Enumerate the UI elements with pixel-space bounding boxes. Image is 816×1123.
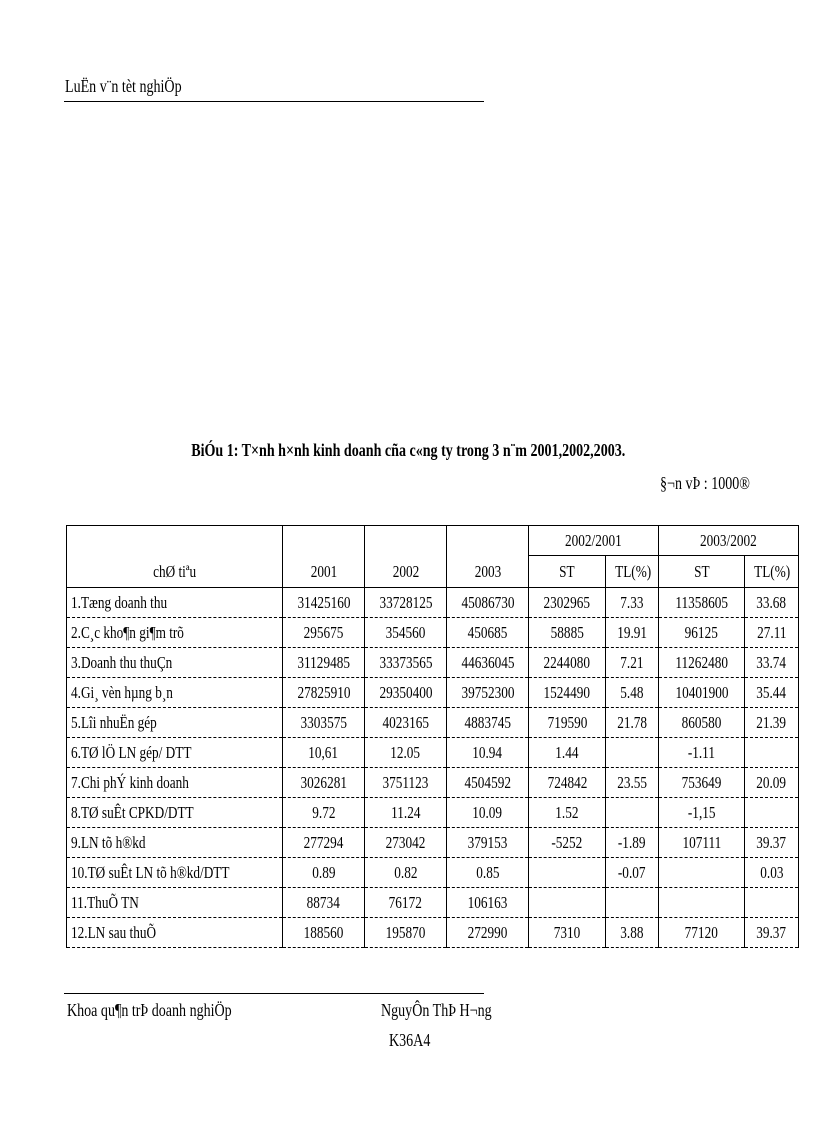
cell-tl1: 7.21 <box>606 648 659 678</box>
cell-v2002: 195870 <box>365 918 447 948</box>
cell-tl2: 20.09 <box>745 768 799 798</box>
cell-v2002: 11.24 <box>365 798 447 828</box>
cell-st2: 11262480 <box>659 648 745 678</box>
cell-tl1: -0.07 <box>606 858 659 888</box>
header-label-cell: chØ tiªu <box>67 526 283 588</box>
cell-v2001: 0.89 <box>283 858 365 888</box>
cell-st1 <box>529 858 606 888</box>
row-label-cell: 12.LN sau thuÕ <box>67 918 283 948</box>
cell-v2002: 4023165 <box>365 708 447 738</box>
cell-v2002: 273042 <box>365 828 447 858</box>
cell-v2001: 88734 <box>283 888 365 918</box>
footer-author-name: NguyÔn ThÞ H¬ng <box>381 1000 492 1020</box>
table-row <box>67 828 799 858</box>
cell-tl2 <box>745 738 799 768</box>
cell-v2003: 39752300 <box>447 678 529 708</box>
row-label-cell: 9.LN tõ h®kd <box>67 828 283 858</box>
table-row <box>67 648 799 678</box>
row-label-cell: 4.Gi¸ vèn hµng b¸n <box>67 678 283 708</box>
table-header-row-1 <box>67 526 799 556</box>
table-row <box>67 618 799 648</box>
cell-v2002: 354560 <box>365 618 447 648</box>
header-title: LuËn v¨n tèt nghiÖp <box>65 76 182 96</box>
cell-v2002: 0.82 <box>365 858 447 888</box>
cell-tl2: 33.68 <box>745 588 799 618</box>
header-st-2: ST <box>659 556 745 588</box>
cell-st2: 11358605 <box>659 588 745 618</box>
cell-v2003: 106163 <box>447 888 529 918</box>
table-row <box>67 708 799 738</box>
cell-st2: -1,15 <box>659 798 745 828</box>
cell-v2003: 379153 <box>447 828 529 858</box>
cell-v2003: 45086730 <box>447 588 529 618</box>
footer-rule <box>64 993 484 994</box>
cell-v2002: 29350400 <box>365 678 447 708</box>
cell-tl1: 3.88 <box>606 918 659 948</box>
cell-v2002: 76172 <box>365 888 447 918</box>
cell-st2 <box>659 858 745 888</box>
header-st-1: ST <box>529 556 606 588</box>
cell-tl1: 7.33 <box>606 588 659 618</box>
cell-v2003: 10.09 <box>447 798 529 828</box>
unit-note: §¬n vÞ : 1000® <box>660 473 750 493</box>
cell-v2002: 33373565 <box>365 648 447 678</box>
cell-v2003: 4883745 <box>447 708 529 738</box>
cell-tl2: 39.37 <box>745 828 799 858</box>
cell-tl2 <box>745 888 799 918</box>
cell-tl1: -1.89 <box>606 828 659 858</box>
cell-v2003: 450685 <box>447 618 529 648</box>
cell-v2003: 10.94 <box>447 738 529 768</box>
row-label-cell: 1.Tæng doanh thu <box>67 588 283 618</box>
row-label-cell: 2.C¸c kho¶n gi¶m trõ <box>67 618 283 648</box>
cell-v2001: 277294 <box>283 828 365 858</box>
cell-st2: 753649 <box>659 768 745 798</box>
business-results-table <box>66 525 799 948</box>
table-row <box>67 768 799 798</box>
header-tl-2: TL(%) <box>745 556 799 588</box>
cell-tl1: 5.48 <box>606 678 659 708</box>
table-row <box>67 738 799 768</box>
cell-tl2: 35.44 <box>745 678 799 708</box>
cell-st1: 1524490 <box>529 678 606 708</box>
cell-tl2: 21.39 <box>745 708 799 738</box>
cell-st1: 1.52 <box>529 798 606 828</box>
cell-st1 <box>529 888 606 918</box>
header-year-2003: 2003 <box>447 526 529 588</box>
cell-v2001: 10,61 <box>283 738 365 768</box>
cell-v2003: 44636045 <box>447 648 529 678</box>
cell-st1: -5252 <box>529 828 606 858</box>
cell-v2003: 4504592 <box>447 768 529 798</box>
row-label-cell: 6.TØ lÖ LN gép/ DTT <box>67 738 283 768</box>
header-year-2001: 2001 <box>283 526 365 588</box>
cell-st1: 2244080 <box>529 648 606 678</box>
cell-tl2: 27.11 <box>745 618 799 648</box>
footer-department: Khoa qu¶n trÞ doanh nghiÖp <box>67 1000 232 1020</box>
cell-st1: 58885 <box>529 618 606 648</box>
cell-tl2 <box>745 798 799 828</box>
cell-v2003: 272990 <box>447 918 529 948</box>
table-row <box>67 588 799 618</box>
cell-st1: 1.44 <box>529 738 606 768</box>
cell-st2: -1.11 <box>659 738 745 768</box>
cell-v2002: 12.05 <box>365 738 447 768</box>
cell-tl1: 21.78 <box>606 708 659 738</box>
cell-tl1 <box>606 738 659 768</box>
table-row <box>67 888 799 918</box>
cell-st1: 719590 <box>529 708 606 738</box>
table-title: BiÓu 1: T×nh h×nh kinh doanh cña c«ng ty trong 3 n¨m 2001,2002,2003. <box>190 440 626 460</box>
header-group-2003-2002: 2003/2002 <box>659 526 799 556</box>
header-tl-1: TL(%) <box>606 556 659 588</box>
cell-st2: 860580 <box>659 708 745 738</box>
cell-tl2: 33.74 <box>745 648 799 678</box>
cell-st2: 77120 <box>659 918 745 948</box>
table-row <box>67 918 799 948</box>
table-row <box>67 798 799 828</box>
cell-st2: 96125 <box>659 618 745 648</box>
cell-v2001: 3303575 <box>283 708 365 738</box>
table-row <box>67 678 799 708</box>
cell-st2 <box>659 888 745 918</box>
table-row <box>67 858 799 888</box>
cell-v2003: 0.85 <box>447 858 529 888</box>
row-label-cell: 3.Doanh thu thuÇn <box>67 648 283 678</box>
header-rule <box>64 101 484 102</box>
cell-tl1 <box>606 798 659 828</box>
row-label-cell: 11.ThuÕ TN <box>67 888 283 918</box>
row-label-cell: 5.Lîi nhuËn gép <box>67 708 283 738</box>
cell-tl1 <box>606 888 659 918</box>
cell-v2001: 3026281 <box>283 768 365 798</box>
cell-v2001: 31425160 <box>283 588 365 618</box>
cell-st1: 7310 <box>529 918 606 948</box>
cell-v2001: 295675 <box>283 618 365 648</box>
cell-tl2: 0.03 <box>745 858 799 888</box>
cell-st2: 107111 <box>659 828 745 858</box>
cell-v2001: 27825910 <box>283 678 365 708</box>
cell-tl1: 23.55 <box>606 768 659 798</box>
row-label-cell: 7.Chi phÝ kinh doanh <box>67 768 283 798</box>
cell-st1: 2302965 <box>529 588 606 618</box>
row-label-cell: 8.TØ suÊt CPKD/DTT <box>67 798 283 828</box>
cell-v2001: 31129485 <box>283 648 365 678</box>
header-year-2002: 2002 <box>365 526 447 588</box>
cell-st2: 10401900 <box>659 678 745 708</box>
header-group-2002-2001: 2002/2001 <box>529 526 659 556</box>
cell-v2001: 188560 <box>283 918 365 948</box>
cell-v2001: 9.72 <box>283 798 365 828</box>
cell-st1: 724842 <box>529 768 606 798</box>
cell-tl1: 19.91 <box>606 618 659 648</box>
cell-v2002: 3751123 <box>365 768 447 798</box>
footer-class: K36A4 <box>389 1030 431 1050</box>
cell-tl2: 39.37 <box>745 918 799 948</box>
cell-v2002: 33728125 <box>365 588 447 618</box>
row-label-cell: 10.TØ suÊt LN tõ h®kd/DTT <box>67 858 283 888</box>
